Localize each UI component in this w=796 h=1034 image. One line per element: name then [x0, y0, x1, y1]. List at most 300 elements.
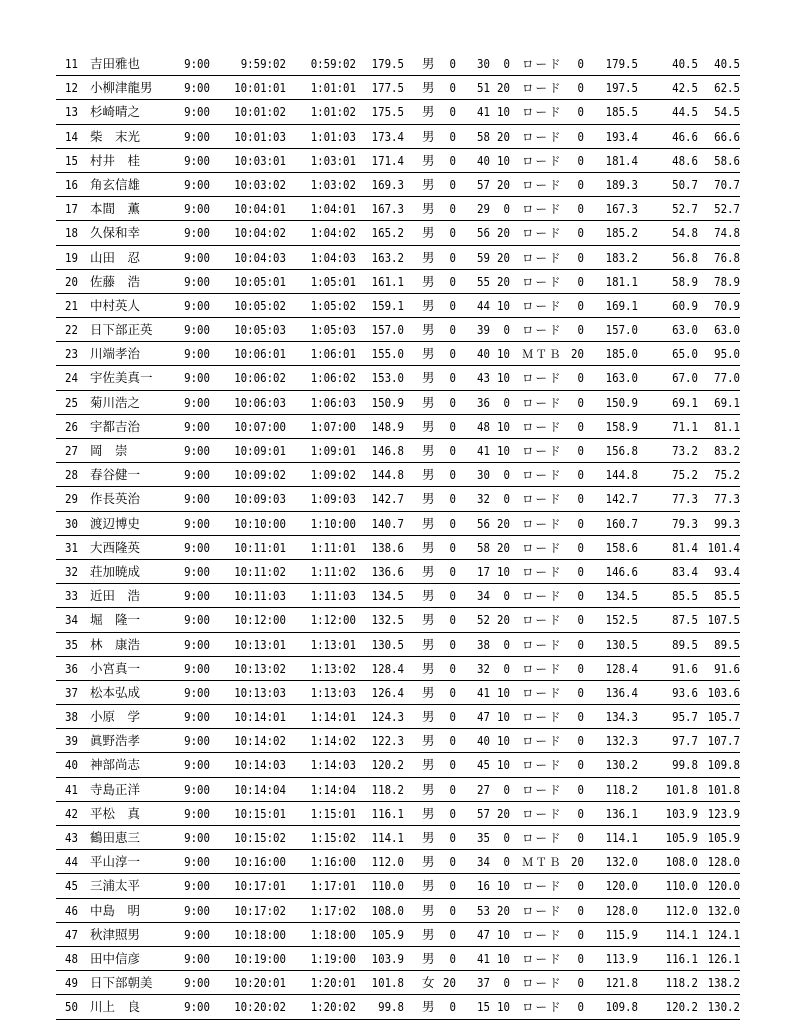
- bike-type-cell: ロード: [522, 685, 563, 700]
- sex-cell: 男: [422, 999, 435, 1015]
- table-row: [56, 584, 740, 608]
- age-cell: 45: [477, 757, 490, 773]
- finish-time-cell: 10:20:02: [234, 999, 286, 1015]
- bike-type-cell: ロード: [522, 516, 563, 531]
- age-cell: 57: [477, 176, 490, 192]
- age-points-cell: 10: [497, 418, 510, 434]
- time-score-cell: 142.7: [371, 491, 404, 507]
- participant-name-cell: 川上 良: [90, 999, 141, 1015]
- time-score-cell: 153.0: [371, 370, 404, 386]
- final-score-cell: 70.9: [714, 297, 740, 313]
- elapsed-time-cell: 1:06:03: [310, 394, 356, 410]
- start-time-cell: 9:00: [184, 999, 210, 1015]
- finish-time-cell: 10:13:03: [234, 684, 286, 700]
- bike-type-cell: ロード: [522, 81, 563, 96]
- table-row: [56, 705, 740, 729]
- bike-points-cell: 0: [577, 588, 584, 604]
- distance-score-cell: 101.8: [665, 781, 698, 797]
- start-time-cell: 9:00: [184, 757, 210, 773]
- sex-cell: 男: [422, 878, 435, 894]
- sex-cell: 男: [422, 733, 435, 749]
- table-row: [56, 874, 740, 898]
- row-number-cell: 13: [65, 104, 78, 120]
- time-score-cell: 118.2: [371, 781, 404, 797]
- bike-points-cell: 0: [577, 539, 584, 555]
- start-time-cell: 9:00: [184, 878, 210, 894]
- total-score-cell: 158.9: [605, 418, 638, 434]
- elapsed-time-cell: 1:13:02: [310, 660, 356, 676]
- total-score-cell: 169.1: [605, 297, 638, 313]
- bike-type-cell: ロード: [522, 177, 563, 192]
- elapsed-time-cell: 1:14:03: [310, 757, 356, 773]
- row-number-cell: 33: [65, 588, 78, 604]
- finish-time-cell: 10:03:02: [234, 176, 286, 192]
- bike-points-cell: 0: [577, 684, 584, 700]
- sex-cell: 男: [422, 926, 435, 942]
- row-number-cell: 17: [65, 201, 78, 217]
- bike-points-cell: 0: [577, 322, 584, 338]
- time-score-cell: 177.5: [371, 80, 404, 96]
- distance-score-cell: 116.1: [665, 950, 698, 966]
- final-score-cell: 107.7: [707, 733, 740, 749]
- row-number-cell: 49: [65, 975, 78, 991]
- age-cell: 40: [477, 152, 490, 168]
- age-points-cell: 20: [497, 539, 510, 555]
- time-score-cell: 169.3: [371, 176, 404, 192]
- finish-time-cell: 10:14:04: [234, 781, 286, 797]
- time-score-cell: 103.9: [371, 950, 404, 966]
- age-cell: 30: [477, 56, 490, 71]
- row-number-cell: 21: [65, 297, 78, 313]
- participant-name-cell: 岡 崇: [90, 443, 128, 458]
- participant-name-cell: 三浦太平: [90, 878, 141, 894]
- sex-points-cell: 20: [443, 975, 456, 991]
- time-score-cell: 175.5: [371, 104, 404, 120]
- finish-time-cell: 10:06:03: [234, 394, 286, 410]
- sex-cell: 女: [422, 975, 435, 991]
- bike-type-cell: ロード: [522, 250, 563, 265]
- participant-name-cell: 神部尚志: [90, 757, 141, 773]
- distance-score-cell: 87.5: [672, 612, 698, 628]
- sex-cell: 男: [422, 297, 435, 313]
- table-row: [56, 415, 740, 439]
- elapsed-time-cell: 1:09:01: [310, 443, 356, 458]
- final-score-cell: 101.4: [707, 539, 740, 555]
- elapsed-time-cell: 1:09:03: [310, 491, 356, 507]
- age-cell: 51: [477, 80, 490, 96]
- participant-name-cell: 宇都吉治: [90, 418, 141, 434]
- elapsed-time-cell: 1:10:00: [310, 515, 356, 531]
- age-cell: 52: [477, 612, 490, 628]
- start-time-cell: 9:00: [184, 394, 210, 410]
- bike-points-cell: 0: [577, 926, 584, 942]
- participant-name-cell: 角玄信雄: [90, 176, 141, 192]
- bike-points-cell: 20: [571, 346, 584, 362]
- time-score-cell: 136.6: [371, 563, 404, 579]
- age-cell: 29: [477, 201, 490, 217]
- sex-points-cell: 0: [449, 297, 456, 313]
- sex-cell: 男: [422, 322, 435, 338]
- sex-points-cell: 0: [449, 612, 456, 628]
- time-score-cell: 140.7: [371, 515, 404, 531]
- bike-points-cell: 0: [577, 491, 584, 507]
- sex-points-cell: 0: [449, 273, 456, 289]
- total-score-cell: 142.7: [605, 491, 638, 507]
- sex-points-cell: 0: [449, 999, 456, 1015]
- bike-points-cell: 0: [577, 467, 584, 483]
- bike-points-cell: 0: [577, 636, 584, 652]
- age-points-cell: 10: [497, 104, 510, 120]
- distance-score-cell: 97.7: [672, 733, 698, 749]
- time-score-cell: 122.3: [371, 733, 404, 749]
- finish-time-cell: 10:17:01: [234, 878, 286, 894]
- age-points-cell: 10: [497, 926, 510, 942]
- age-cell: 41: [477, 104, 490, 120]
- elapsed-time-cell: 1:04:02: [310, 225, 356, 241]
- total-score-cell: 185.0: [605, 346, 638, 362]
- table-row: [56, 536, 740, 560]
- sex-cell: 男: [422, 854, 435, 870]
- row-number-cell: 29: [65, 491, 78, 507]
- time-score-cell: 155.0: [371, 346, 404, 362]
- bike-type-cell: ロード: [522, 323, 563, 338]
- sex-points-cell: 0: [449, 636, 456, 652]
- total-score-cell: 193.4: [605, 128, 638, 144]
- start-time-cell: 9:00: [184, 563, 210, 579]
- bike-type-cell: ロード: [522, 710, 563, 725]
- row-number-cell: 40: [65, 757, 78, 773]
- age-cell: 36: [477, 394, 490, 410]
- row-number-cell: 31: [65, 539, 78, 555]
- final-score-cell: 77.0: [714, 370, 740, 386]
- bike-points-cell: 0: [577, 612, 584, 628]
- table-row: [56, 608, 740, 632]
- sex-cell: 男: [422, 249, 435, 265]
- elapsed-time-cell: 1:17:02: [310, 902, 356, 918]
- final-score-cell: 109.8: [707, 757, 740, 773]
- participant-name-cell: 作長英治: [90, 491, 141, 507]
- table-row: [56, 294, 740, 318]
- bike-points-cell: 0: [577, 443, 584, 458]
- total-score-cell: 132.3: [605, 733, 638, 749]
- row-number-cell: 34: [65, 612, 78, 628]
- final-score-cell: 101.8: [707, 781, 740, 797]
- age-points-cell: 10: [497, 443, 510, 458]
- sex-cell: 男: [422, 104, 435, 120]
- table-row: [56, 995, 740, 1019]
- finish-time-cell: 10:13:01: [234, 636, 286, 652]
- total-score-cell: 152.5: [605, 612, 638, 628]
- finish-time-cell: 10:04:02: [234, 225, 286, 241]
- bike-points-cell: 0: [577, 128, 584, 144]
- final-score-cell: 126.1: [707, 950, 740, 966]
- age-points-cell: 10: [497, 999, 510, 1015]
- elapsed-time-cell: 0:59:02: [310, 56, 356, 71]
- elapsed-time-cell: 1:01:01: [310, 80, 356, 96]
- age-points-cell: 20: [497, 805, 510, 821]
- sex-cell: 男: [422, 902, 435, 918]
- bike-type-cell: ロード: [522, 589, 563, 604]
- bike-type-cell: ＭＴＢ: [522, 855, 563, 870]
- final-score-cell: 40.5: [714, 56, 740, 71]
- age-cell: 59: [477, 249, 490, 265]
- start-time-cell: 9:00: [184, 322, 210, 338]
- age-points-cell: 20: [497, 176, 510, 192]
- age-cell: 32: [477, 660, 490, 676]
- finish-time-cell: 10:12:00: [234, 612, 286, 628]
- participant-name-cell: 柴 末光: [90, 128, 141, 144]
- row-number-cell: 24: [65, 370, 78, 386]
- sex-cell: 男: [422, 830, 435, 845]
- participant-name-cell: 小原 学: [90, 709, 141, 725]
- age-cell: 34: [477, 854, 490, 870]
- table-row: [56, 657, 740, 681]
- elapsed-time-cell: 1:04:01: [310, 201, 356, 217]
- row-number-cell: 26: [65, 418, 78, 434]
- participant-name-cell: 秋津照男: [90, 926, 141, 942]
- distance-score-cell: 60.9: [672, 297, 698, 313]
- row-number-cell: 45: [65, 878, 78, 894]
- sex-cell: 男: [422, 152, 435, 168]
- final-score-cell: 58.6: [714, 152, 740, 168]
- participant-name-cell: 小宮真一: [90, 660, 141, 676]
- sex-cell: 男: [422, 539, 435, 555]
- bike-points-cell: 0: [577, 104, 584, 120]
- final-score-cell: 123.9: [707, 805, 740, 821]
- start-time-cell: 9:00: [184, 781, 210, 797]
- age-points-cell: 0: [503, 322, 510, 338]
- sex-points-cell: 0: [449, 733, 456, 749]
- bike-type-cell: ロード: [522, 202, 563, 217]
- sex-points-cell: 0: [449, 684, 456, 700]
- total-score-cell: 160.7: [605, 515, 638, 531]
- table-row: [56, 923, 740, 947]
- row-number-cell: 38: [65, 709, 78, 725]
- bike-points-cell: 0: [577, 176, 584, 192]
- start-time-cell: 9:00: [184, 539, 210, 555]
- finish-time-cell: 10:04:03: [234, 249, 286, 265]
- final-score-cell: 95.0: [714, 346, 740, 362]
- bike-points-cell: 0: [577, 80, 584, 96]
- start-time-cell: 9:00: [184, 612, 210, 628]
- final-score-cell: 128.0: [707, 854, 740, 870]
- start-time-cell: 9:00: [184, 249, 210, 265]
- row-number-cell: 39: [65, 733, 78, 749]
- table-row: [56, 318, 740, 342]
- age-cell: 40: [477, 346, 490, 362]
- elapsed-time-cell: 1:03:01: [310, 152, 356, 168]
- elapsed-time-cell: 1:17:01: [310, 878, 356, 894]
- elapsed-time-cell: 1:06:01: [310, 346, 356, 362]
- start-time-cell: 9:00: [184, 273, 210, 289]
- sex-cell: 男: [422, 418, 435, 434]
- sex-points-cell: 0: [449, 467, 456, 483]
- age-cell: 41: [477, 950, 490, 966]
- age-points-cell: 10: [497, 733, 510, 749]
- total-score-cell: 120.0: [605, 878, 638, 894]
- age-cell: 37: [477, 975, 490, 991]
- time-score-cell: 112.0: [371, 854, 404, 870]
- age-points-cell: 20: [497, 80, 510, 96]
- sex-points-cell: 0: [449, 225, 456, 241]
- bike-points-cell: 0: [577, 273, 584, 289]
- age-points-cell: 10: [497, 757, 510, 773]
- start-time-cell: 9:00: [184, 297, 210, 313]
- age-points-cell: 0: [503, 830, 510, 845]
- finish-time-cell: 10:11:02: [234, 563, 286, 579]
- bike-type-cell: ロード: [522, 298, 563, 313]
- final-score-cell: 107.5: [707, 612, 740, 628]
- time-score-cell: 138.6: [371, 539, 404, 555]
- total-score-cell: 183.2: [605, 249, 638, 265]
- distance-score-cell: 44.5: [672, 104, 698, 120]
- sex-cell: 男: [422, 394, 435, 410]
- sex-cell: 男: [422, 273, 435, 289]
- bike-points-cell: 0: [577, 297, 584, 313]
- sex-points-cell: 0: [449, 878, 456, 894]
- sex-points-cell: 0: [449, 709, 456, 725]
- elapsed-time-cell: 1:05:02: [310, 297, 356, 313]
- age-cell: 53: [477, 902, 490, 918]
- elapsed-time-cell: 1:13:03: [310, 684, 356, 700]
- bike-points-cell: 0: [577, 563, 584, 579]
- elapsed-time-cell: 1:18:00: [310, 926, 356, 942]
- bike-points-cell: 0: [577, 950, 584, 966]
- total-score-cell: 181.4: [605, 152, 638, 168]
- start-time-cell: 9:00: [184, 201, 210, 217]
- start-time-cell: 9:00: [184, 975, 210, 991]
- bike-type-cell: ロード: [522, 153, 563, 168]
- start-time-cell: 9:00: [184, 515, 210, 531]
- participant-name-cell: 日下部正英: [90, 322, 153, 338]
- bike-points-cell: 0: [577, 660, 584, 676]
- finish-time-cell: 10:17:02: [234, 902, 286, 918]
- age-cell: 40: [477, 733, 490, 749]
- final-score-cell: 63.0: [714, 322, 740, 338]
- bike-type-cell: ロード: [522, 492, 563, 507]
- age-points-cell: 0: [503, 56, 510, 71]
- start-time-cell: 9:00: [184, 830, 210, 845]
- sex-cell: 男: [422, 684, 435, 700]
- table-row: [56, 270, 740, 294]
- age-cell: 15: [477, 999, 490, 1015]
- participant-name-cell: 山田 忍: [90, 249, 141, 265]
- start-time-cell: 9:00: [184, 418, 210, 434]
- final-score-cell: 77.3: [714, 491, 740, 507]
- total-score-cell: 113.9: [605, 950, 638, 966]
- row-number-cell: 23: [65, 346, 78, 362]
- age-points-cell: 20: [497, 902, 510, 918]
- final-score-cell: 75.2: [714, 467, 740, 483]
- bike-type-cell: ロード: [522, 831, 563, 845]
- bike-points-cell: 0: [577, 152, 584, 168]
- sex-points-cell: 0: [449, 322, 456, 338]
- bike-points-cell: 0: [577, 225, 584, 241]
- finish-time-cell: 10:16:00: [234, 854, 286, 870]
- distance-score-cell: 46.6: [672, 128, 698, 144]
- age-cell: 44: [477, 297, 490, 313]
- total-score-cell: 114.1: [605, 830, 638, 845]
- total-score-cell: 146.6: [605, 563, 638, 579]
- table-row: [56, 100, 740, 124]
- bike-points-cell: 0: [577, 830, 584, 845]
- sex-points-cell: 0: [449, 418, 456, 434]
- participant-name-cell: 鶴田恵三: [90, 830, 141, 845]
- bike-points-cell: 0: [577, 878, 584, 894]
- finish-time-cell: 10:07:00: [234, 418, 286, 434]
- participant-name-cell: 松本弘成: [90, 684, 141, 700]
- bike-points-cell: 0: [577, 418, 584, 434]
- age-points-cell: 0: [503, 588, 510, 604]
- bike-points-cell: 0: [577, 56, 584, 71]
- distance-score-cell: 112.0: [665, 902, 698, 918]
- sex-points-cell: 0: [449, 805, 456, 821]
- sex-points-cell: 0: [449, 201, 456, 217]
- distance-score-cell: 50.7: [672, 176, 698, 192]
- finish-time-cell: 10:09:03: [234, 491, 286, 507]
- age-points-cell: 10: [497, 709, 510, 725]
- age-cell: 30: [477, 467, 490, 483]
- sex-cell: 男: [422, 757, 435, 773]
- participant-name-cell: 寺島正洋: [90, 781, 141, 797]
- final-score-cell: 70.7: [714, 176, 740, 192]
- distance-score-cell: 118.2: [665, 975, 698, 991]
- final-score-cell: 85.5: [714, 588, 740, 604]
- distance-score-cell: 110.0: [665, 878, 698, 894]
- distance-score-cell: 93.6: [672, 684, 698, 700]
- final-score-cell: 52.7: [714, 201, 740, 217]
- total-score-cell: 130.5: [605, 636, 638, 652]
- distance-score-cell: 63.0: [672, 322, 698, 338]
- bike-type-cell: ロード: [522, 734, 563, 749]
- age-points-cell: 10: [497, 370, 510, 386]
- bike-type-cell: ロード: [522, 419, 563, 434]
- start-time-cell: 9:00: [184, 902, 210, 918]
- finish-time-cell: 10:14:02: [234, 733, 286, 749]
- elapsed-time-cell: 1:14:02: [310, 733, 356, 749]
- row-number-cell: 25: [65, 394, 78, 410]
- elapsed-time-cell: 1:15:02: [310, 830, 356, 845]
- table-row: [56, 52, 740, 76]
- age-points-cell: 10: [497, 878, 510, 894]
- distance-score-cell: 120.2: [665, 999, 698, 1015]
- bike-type-cell: ロード: [522, 395, 563, 410]
- bike-points-cell: 0: [577, 201, 584, 217]
- sex-points-cell: 0: [449, 902, 456, 918]
- total-score-cell: 128.4: [605, 660, 638, 676]
- age-cell: 56: [477, 225, 490, 241]
- age-points-cell: 0: [503, 394, 510, 410]
- sex-points-cell: 0: [449, 56, 456, 71]
- table-row: [56, 850, 740, 874]
- bike-type-cell: ロード: [522, 540, 563, 555]
- finish-time-cell: 10:15:02: [234, 830, 286, 845]
- table-row: [56, 947, 740, 971]
- elapsed-time-cell: 1:11:03: [310, 588, 356, 604]
- sex-cell: 男: [422, 612, 435, 628]
- row-number-cell: 35: [65, 636, 78, 652]
- bike-points-cell: 0: [577, 781, 584, 797]
- participant-name-cell: 小柳津龍男: [90, 80, 153, 96]
- bike-points-cell: 0: [577, 709, 584, 725]
- finish-time-cell: 9:59:02: [240, 56, 286, 71]
- finish-time-cell: 10:05:02: [234, 297, 286, 313]
- distance-score-cell: 40.5: [672, 56, 698, 71]
- start-time-cell: 9:00: [184, 225, 210, 241]
- table-row: [56, 899, 740, 923]
- table-row: [56, 125, 740, 149]
- row-number-cell: 14: [65, 128, 78, 144]
